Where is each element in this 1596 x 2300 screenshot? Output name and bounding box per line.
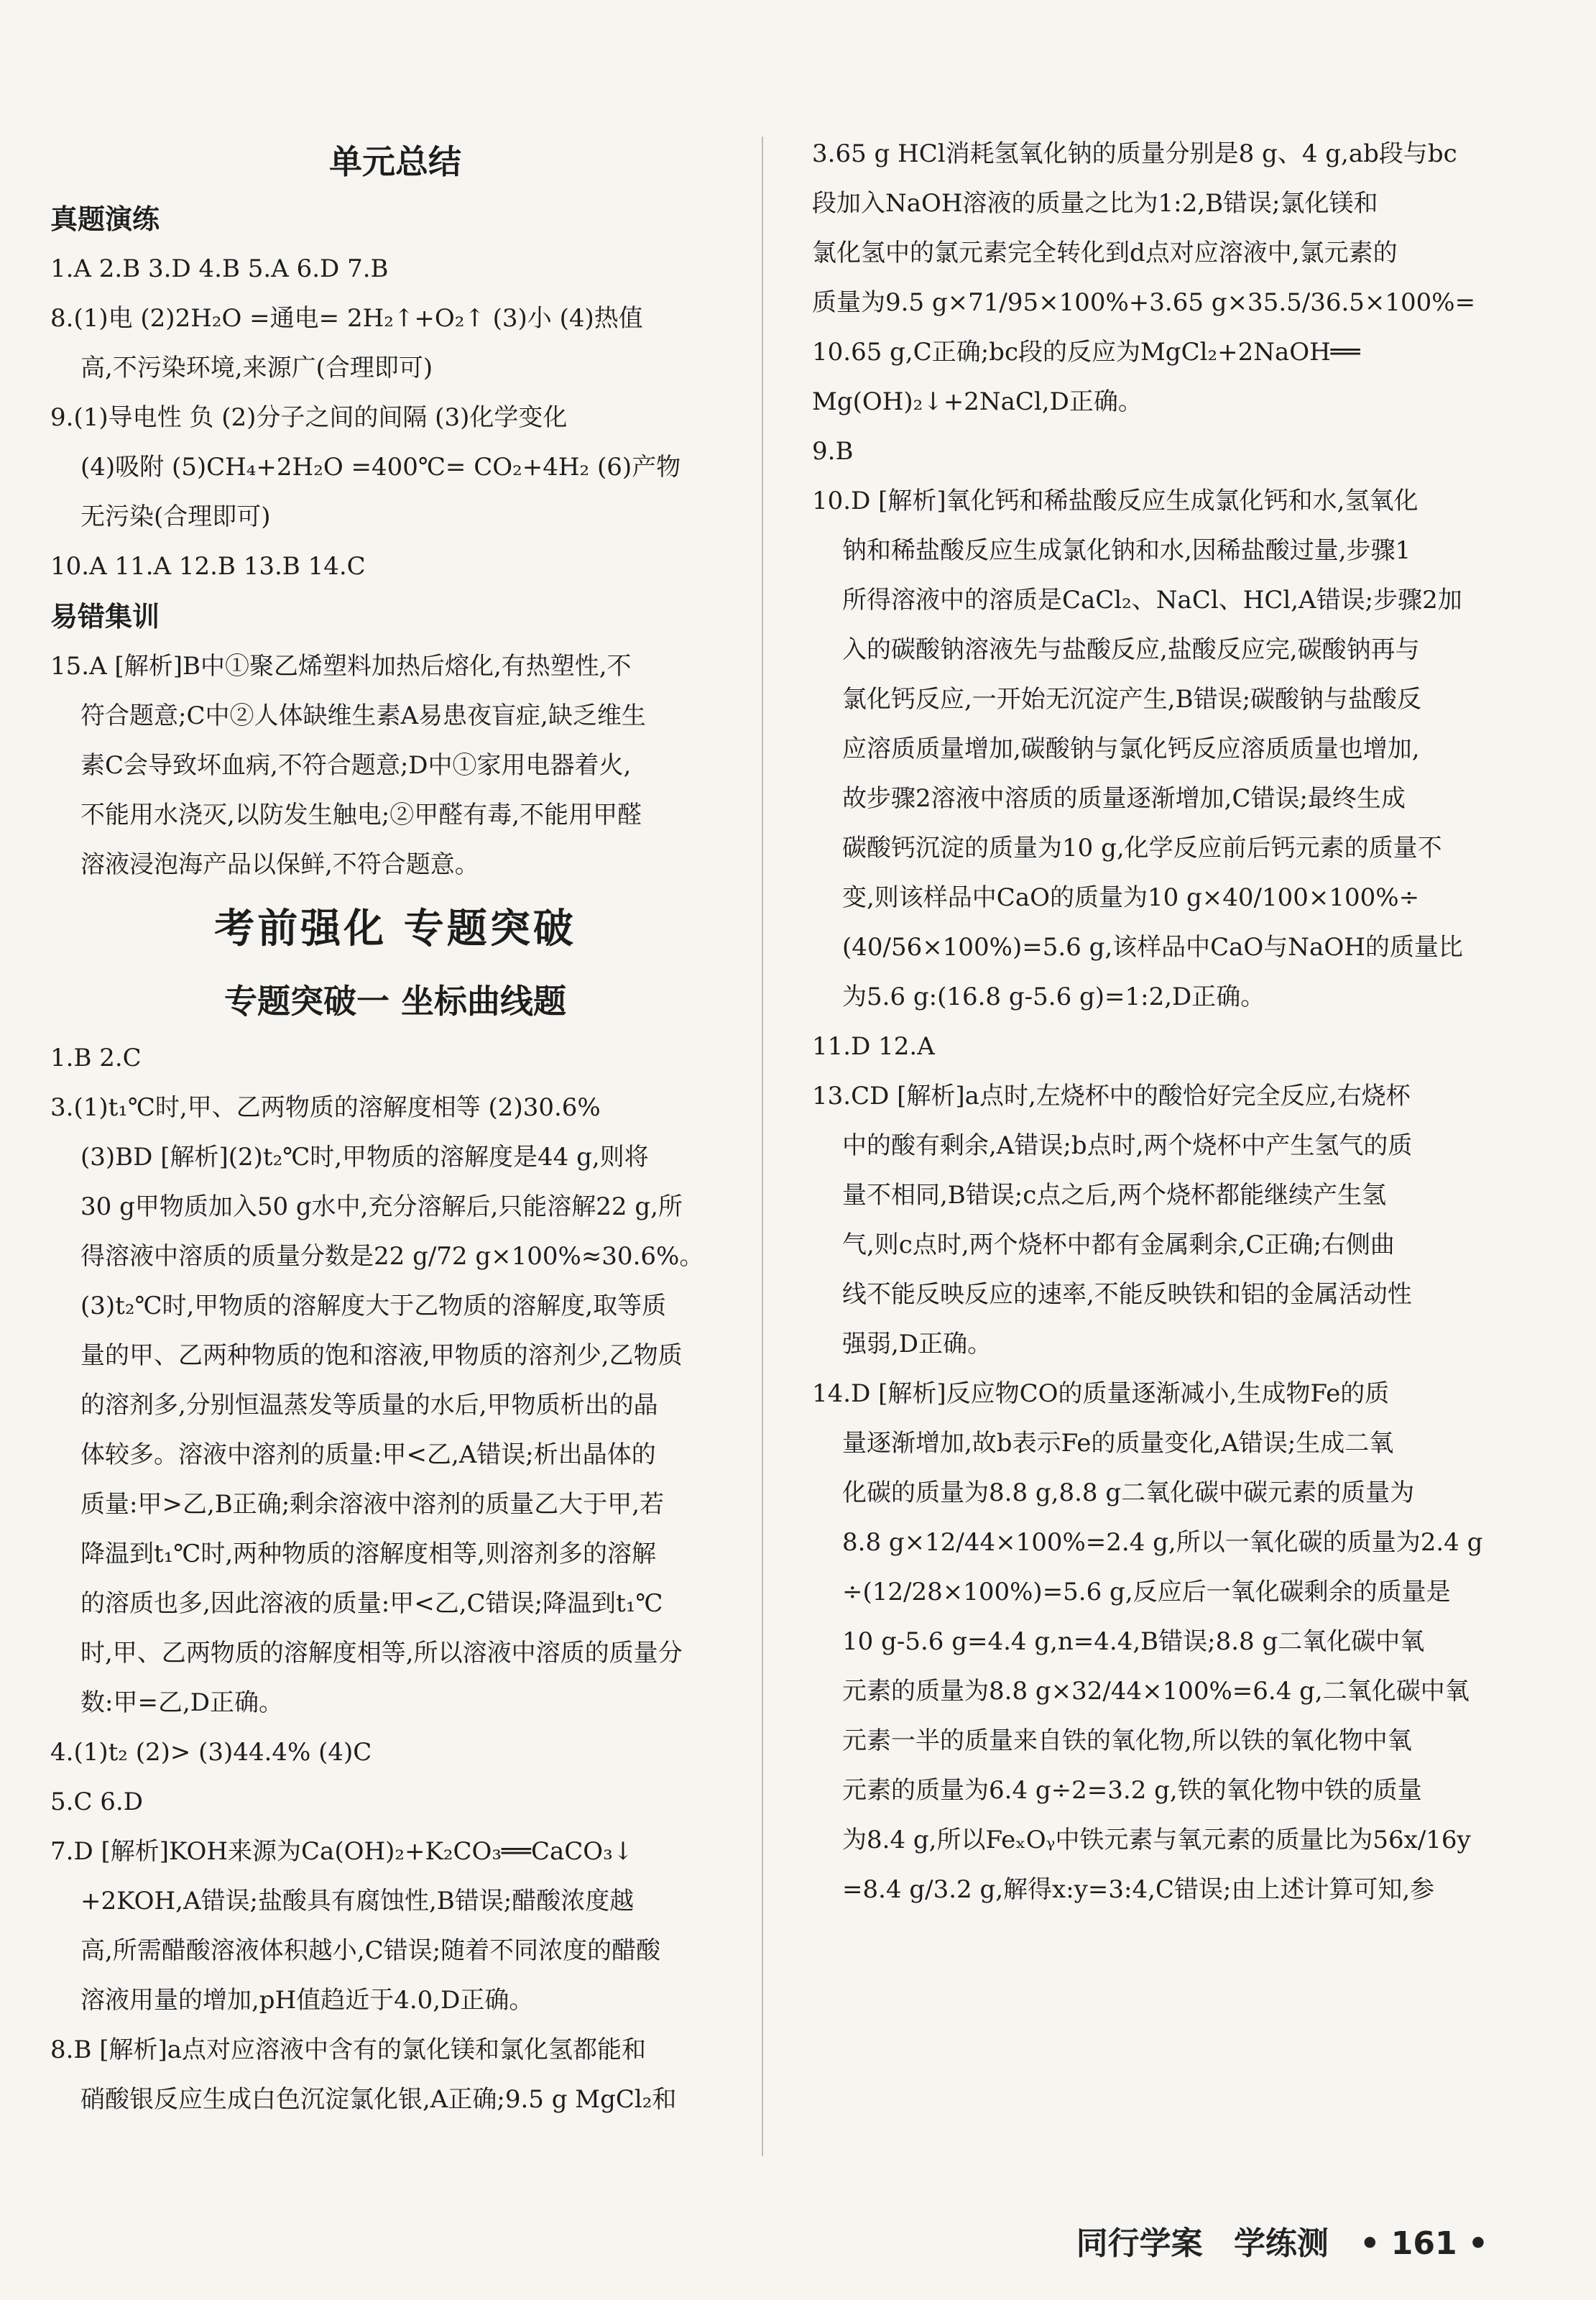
answer-line: 溶液用量的增加,pH值趋近于4.0,D正确。 <box>80 1986 534 2015</box>
answer-line: 不能用水浇灭,以防发生触电;②甲醛有毒,不能用甲醛 <box>80 801 642 829</box>
answer-line: 量逐渐增加,故b表示Fe的质量变化,A错误;生成二氧 <box>842 1429 1394 1458</box>
answer-line: 时,甲、乙两物质的溶解度相等,所以溶液中溶质的质量分 <box>80 1639 683 1668</box>
answer-line: 线不能反映反应的速率,不能反映铁和铝的金属活动性 <box>842 1280 1412 1309</box>
answer-line: 3.65 g HCl消耗氢氧化钠的质量分别是8 g、4 g,ab段与bc <box>812 139 1457 168</box>
footer-brand: 同行学案 <box>1076 2225 1203 2262</box>
answer-line: 碳酸钙沉淀的质量为10 g,化学反应前后钙元素的质量不 <box>842 834 1442 862</box>
answer-line: (3)t₂℃时,甲物质的溶解度大于乙物质的溶解度,取等质 <box>80 1292 667 1320</box>
answer-line: 钠和稀盐酸反应生成氯化钠和水,因稀盐酸过量,步骤1 <box>842 536 1411 565</box>
answer-line: 高,所需醋酸溶液体积越小,C错误;随着不同浓度的醋酸 <box>80 1936 661 1965</box>
footer-series: 学练测 <box>1233 2225 1329 2262</box>
answer-line: 11.D 12.A <box>812 1032 935 1061</box>
answer-line: 量不相同,B错误;c点之后,两个烧杯都能继续产生氢 <box>842 1181 1387 1210</box>
answer-line: 14.D [解析]反应物CO的质量逐渐减小,生成物Fe的质 <box>812 1379 1390 1408</box>
right-column <box>812 129 1487 1915</box>
answer-line: (4)吸附 (5)CH₄+2H₂O =400℃= CO₂+4H₂ (6)产物 <box>80 453 681 482</box>
subheading-practice: 真题演练 <box>50 203 160 235</box>
answer-line: 素C会导致坏血病,不符合题意;D中①家用电器着火, <box>80 751 632 780</box>
answer-line: 段加入NaOH溶液的质量之比为1:2,B错误;氯化镁和 <box>812 189 1378 218</box>
answer-line: 强弱,D正确。 <box>842 1330 992 1358</box>
answer-line: 元素的质量为6.4 g÷2=3.2 g,铁的氧化物中铁的质量 <box>842 1776 1422 1805</box>
answer-line: ÷(12/28×100%)=5.6 g,反应后一氧化碳剩余的质量是 <box>842 1578 1451 1606</box>
answer-line: 5.C 6.D <box>50 1788 143 1816</box>
answer-line: 10.D [解析]氧化钙和稀盐酸反应生成氯化钙和水,氢氧化 <box>812 487 1419 515</box>
answer-line: 质量为9.5 g×71/95×100%+3.65 g×35.5/36.5×100%= <box>812 288 1476 317</box>
answer-line: 9.(1)导电性 负 (2)分子之间的间隔 (3)化学变化 <box>50 403 568 432</box>
answer-line: 故步骤2溶液中溶质的质量逐渐增加,C错误;最终生成 <box>842 784 1406 813</box>
answer-line: 13.CD [解析]a点时,左烧杯中的酸恰好完全反应,右烧杯 <box>812 1082 1411 1110</box>
answer-line: 质量:甲>乙,B正确;剩余溶液中溶剂的质量乙大于甲,若 <box>80 1490 664 1519</box>
answer-line: 元素一半的质量来自铁的氧化物,所以铁的氧化物中氧 <box>842 1726 1412 1755</box>
page-number: • 161 • <box>1360 2225 1488 2262</box>
answer-line: 氯化氢中的氯元素完全转化到d点对应溶液中,氯元素的 <box>812 239 1398 267</box>
answer-line: 硝酸银反应生成白色沉淀氯化银,A正确;9.5 g MgCl₂和 <box>80 2085 677 2114</box>
answer-line: 为8.4 g,所以FeₓOᵧ中铁元素与氧元素的质量比为56x/16y <box>842 1826 1471 1854</box>
answer-line: 1.B 2.C <box>50 1044 142 1072</box>
answer-line: 体较多。溶液中溶剂的质量:甲<乙,A错误;析出晶体的 <box>80 1440 656 1469</box>
answer-line: 8.8 g×12/44×100%=2.4 g,所以一氧化碳的质量为2.4 g <box>842 1528 1483 1557</box>
answer-line: =8.4 g/3.2 g,解得x:y=3:4,C错误;由上述计算可知,参 <box>842 1875 1435 1904</box>
answer-line: 的溶剂多,分别恒温蒸发等质量的水后,甲物质析出的晶 <box>80 1391 658 1420</box>
answer-line: 变,则该样品中CaO的质量为10 g×40/100×100%÷ <box>842 883 1420 912</box>
section-title: 单元总结 <box>329 142 461 181</box>
answer-line: 溶液浸泡海产品以保鲜,不符合题意。 <box>80 850 479 879</box>
column-divider <box>762 137 763 2156</box>
answer-line: 10 g-5.6 g=4.4 g,n=4.4,B错误;8.8 g二氧化碳中氧 <box>842 1627 1425 1656</box>
answer-line: 降温到t₁℃时,两种物质的溶解度相等,则溶剂多的溶解 <box>80 1540 656 1568</box>
answer-line: 应溶质质量增加,碳酸钠与氯化钙反应溶质质量也增加, <box>842 735 1420 763</box>
answer-line: 8.(1)电 (2)2H₂O =通电= 2H₂↑+O₂↑ (3)小 (4)热值 <box>50 304 643 333</box>
answer-line: 3.(1)t₁℃时,甲、乙两物质的溶解度相等 (2)30.6% <box>50 1093 601 1122</box>
answer-line: 得溶液中溶质的质量分数是22 g/72 g×100%≈30.6%。 <box>80 1242 704 1271</box>
answer-line: 量的甲、乙两种物质的饱和溶液,甲物质的溶剂少,乙物质 <box>80 1341 683 1370</box>
chapter-title: 考前强化 专题突破 <box>214 906 576 952</box>
answer-line: 符合题意;C中②人体缺维生素A易患夜盲症,缺乏维生 <box>80 702 646 730</box>
answer-line: 化碳的质量为8.8 g,8.8 g二氧化碳中碳元素的质量为 <box>842 1478 1415 1507</box>
answer-line: 15.A [解析]B中①聚乙烯塑料加热后熔化,有热塑性,不 <box>50 652 632 681</box>
answer-line: 元素的质量为8.8 g×32/44×100%=6.4 g,二氧化碳中氧 <box>842 1677 1470 1706</box>
answer-line: Mg(OH)₂↓+2NaCl,D正确。 <box>812 387 1143 416</box>
answer-line: 气,则c点时,两个烧杯中都有金属剩余,C正确;右侧曲 <box>842 1230 1395 1259</box>
answer-line: (3)BD [解析](2)t₂℃时,甲物质的溶解度是44 g,则将 <box>80 1143 649 1172</box>
answer-line: 8.B [解析]a点对应溶液中含有的氯化镁和氯化氢都能和 <box>50 2036 647 2064</box>
answer-line: 高,不污染环境,来源广(合理即可) <box>80 354 433 382</box>
answer-line: 为5.6 g:(16.8 g-5.6 g)=1:2,D正确。 <box>842 983 1265 1011</box>
topic-title: 专题突破一 坐标曲线题 <box>223 982 566 1021</box>
answer-line: 的溶质也多,因此溶液的质量:甲<乙,C错误;降温到t₁℃ <box>80 1589 663 1618</box>
answer-line: 无污染(合理即可) <box>80 502 271 531</box>
answer-line: 入的碳酸钠溶液先与盐酸反应,盐酸反应完,碳酸钠再与 <box>842 635 1420 664</box>
answer-line: +2KOH,A错误;盐酸具有腐蚀性,B错误;醋酸浓度越 <box>80 1887 635 1915</box>
answer-line: 9.B <box>812 437 854 466</box>
answer-line: 氯化钙反应,一开始无沉淀产生,B错误;碳酸钠与盐酸反 <box>842 685 1422 714</box>
page-footer <box>1056 2217 1488 2263</box>
subheading-errors: 易错集训 <box>50 601 160 632</box>
answer-line: 4.(1)t₂ (2)> (3)44.4% (4)C <box>50 1738 372 1767</box>
answer-line: 30 g甲物质加入50 g水中,充分溶解后,只能溶解22 g,所 <box>80 1192 683 1221</box>
answer-line: 数:甲=乙,D正确。 <box>80 1688 284 1717</box>
answer-line: 所得溶液中的溶质是CaCl₂、NaCl、HCl,A错误;步骤2加 <box>842 586 1462 615</box>
answer-line: 中的酸有剩余,A错误;b点时,两个烧杯中产生氢气的质 <box>842 1131 1413 1160</box>
answer-line: (40/56×100%)=5.6 g,该样品中CaO与NaOH的质量比 <box>842 933 1463 962</box>
left-column <box>50 129 740 2125</box>
answer-line: 7.D [解析]KOH来源为Ca(OH)₂+K₂CO₃══CaCO₃↓ <box>50 1837 634 1866</box>
answer-line: 10.A 11.A 12.B 13.B 14.C <box>50 552 366 581</box>
answer-line: 1.A 2.B 3.D 4.B 5.A 6.D 7.B <box>50 254 389 283</box>
answer-line: 10.65 g,C正确;bc段的反应为MgCl₂+2NaOH══ <box>812 338 1360 367</box>
